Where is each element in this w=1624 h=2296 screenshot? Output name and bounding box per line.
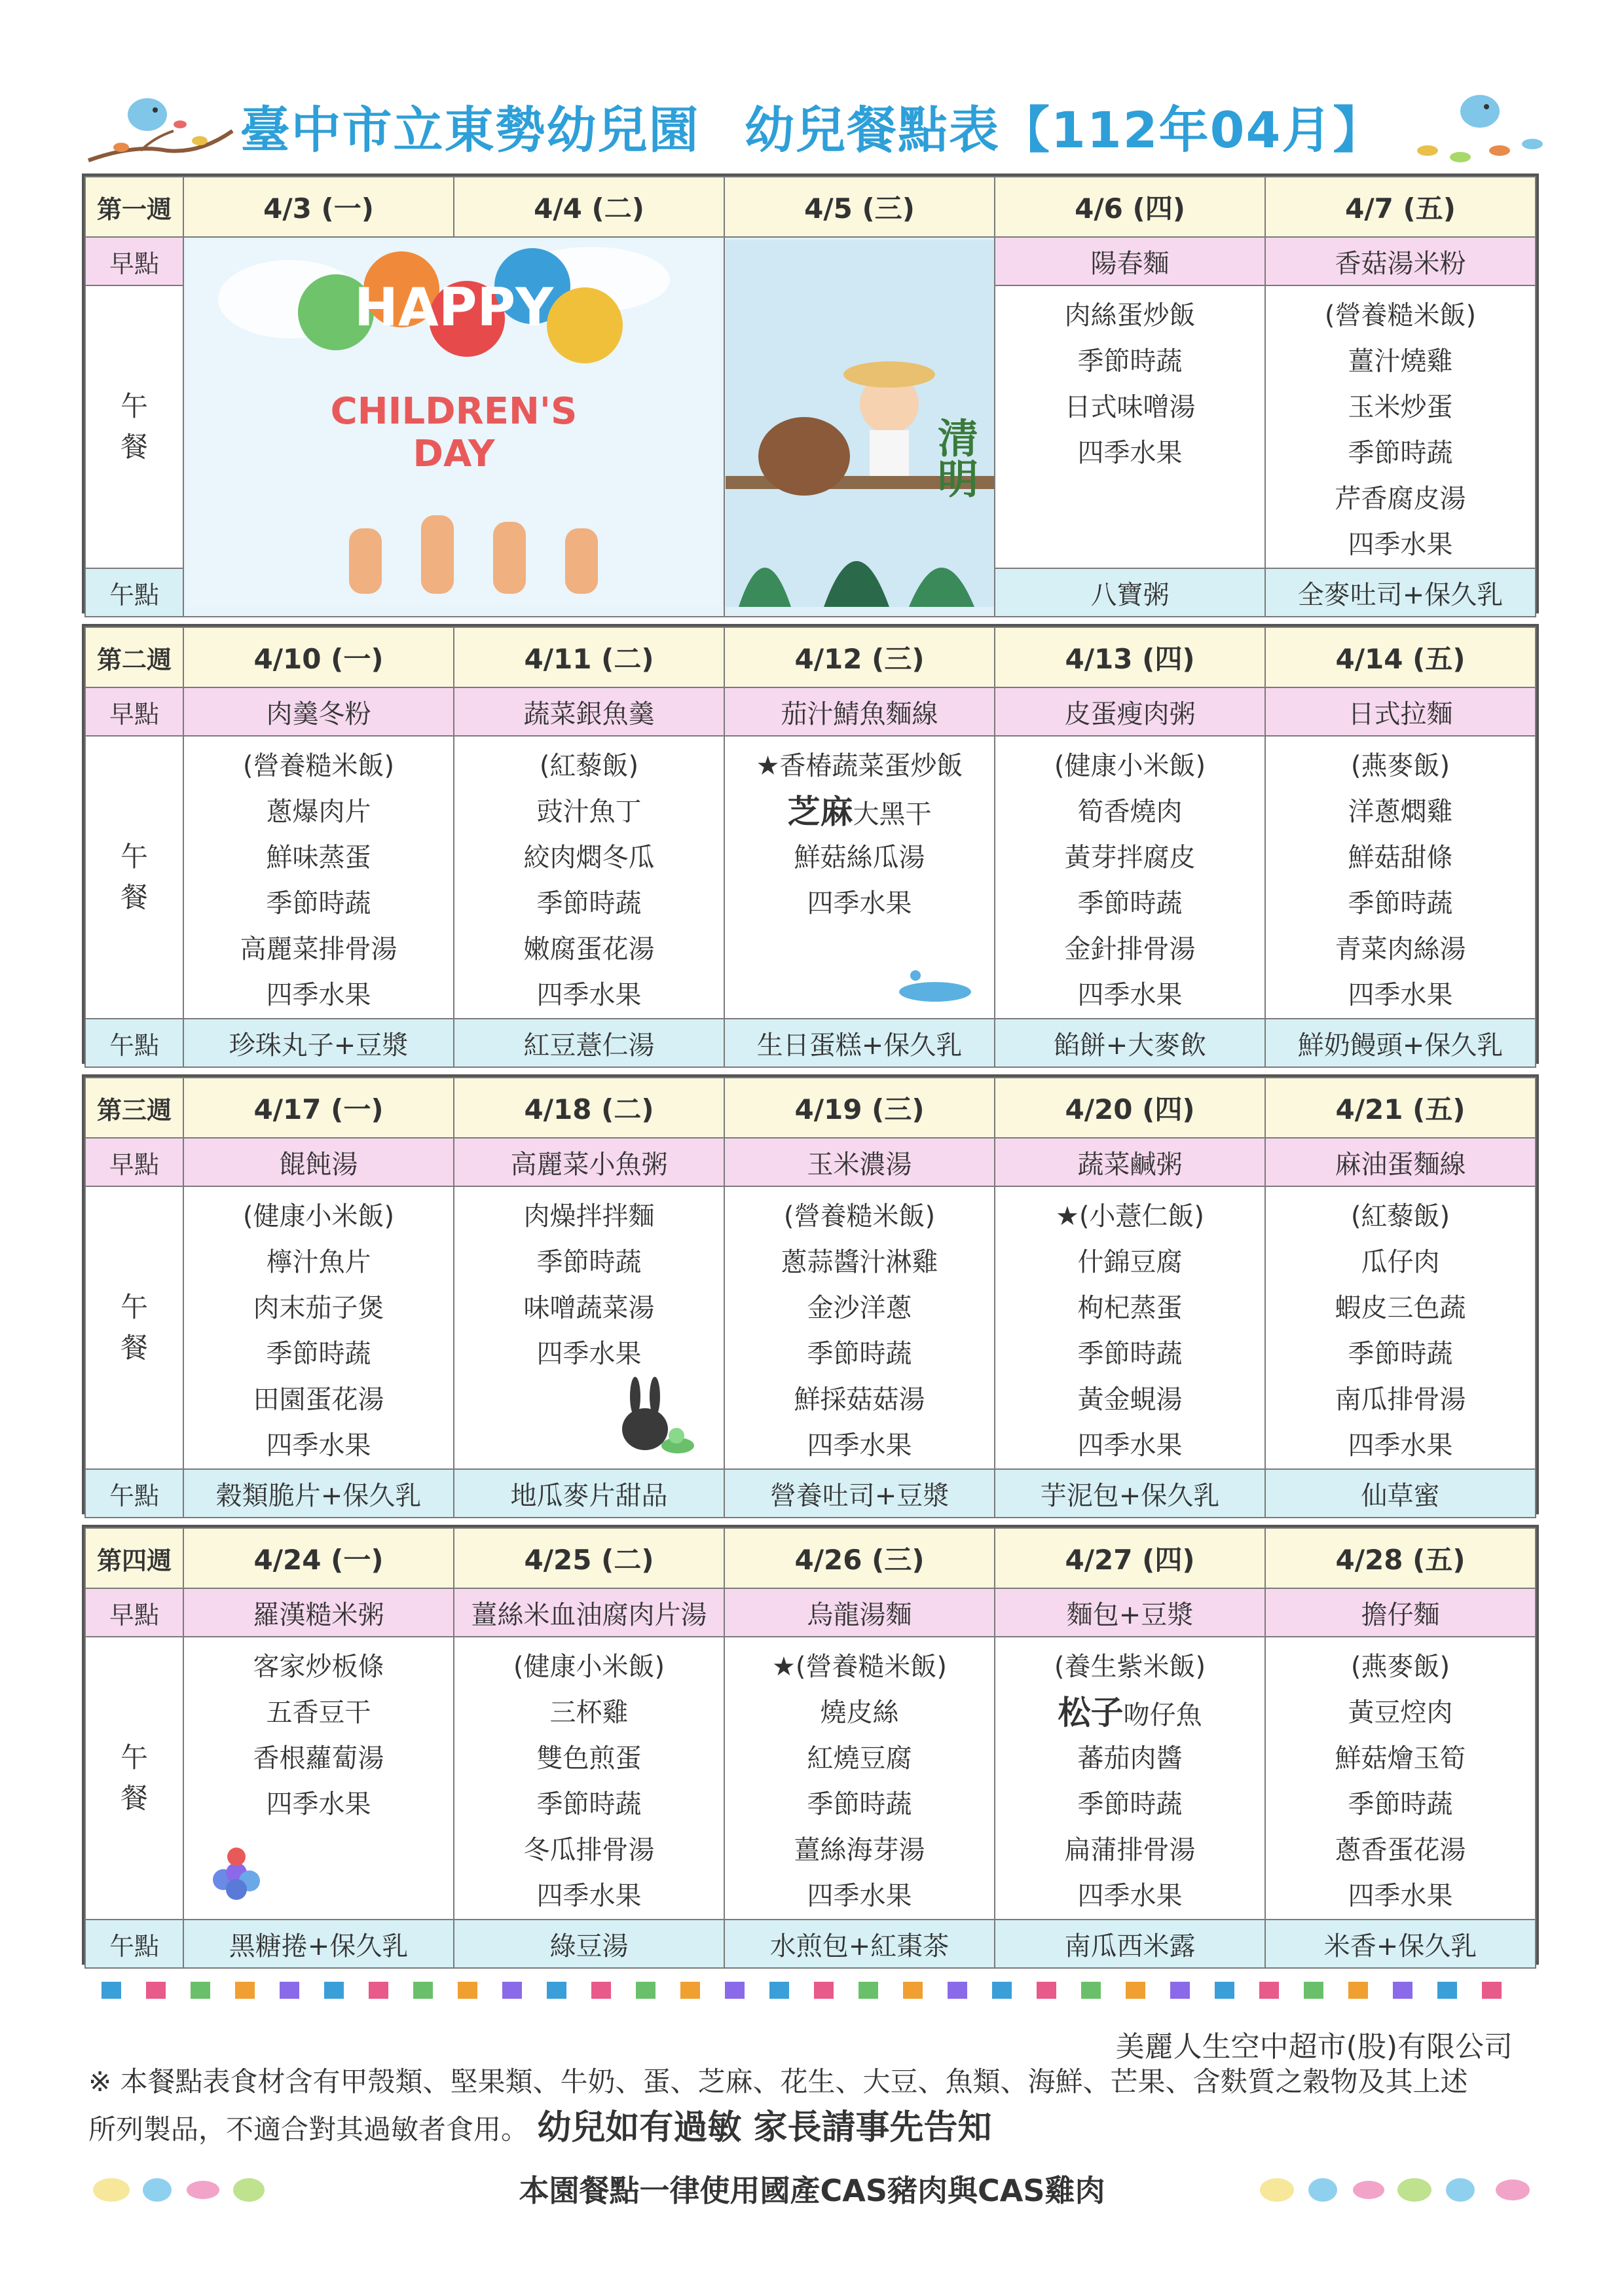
childrens-day-image	[183, 237, 724, 617]
snack-cell: 仙草蜜	[1265, 1469, 1536, 1518]
snack-cell: 綠豆湯	[454, 1920, 724, 1968]
snack-cell: 餡餅+大麥飲	[995, 1019, 1265, 1067]
snack-cell: 珍珠丸子+豆漿	[183, 1019, 454, 1067]
week-2-table	[82, 624, 1539, 1064]
lunch-label: 午 餐	[85, 1186, 183, 1469]
deco-square	[324, 1982, 344, 1999]
deco-square	[1126, 1982, 1145, 1999]
breakfast-cell: 薑絲米血油腐肉片湯	[454, 1588, 724, 1637]
snack-cell: 穀類脆片+保久乳	[183, 1469, 454, 1518]
day-date: 4/3 (一)	[183, 177, 454, 237]
day-date: 4/17 (一)	[183, 1078, 454, 1138]
day-date: 4/7 (五)	[1265, 177, 1536, 237]
breakfast-label: 早點	[85, 687, 183, 736]
snack-label: 午點	[85, 1469, 183, 1518]
deco-square	[547, 1982, 566, 1999]
deco-square	[191, 1982, 210, 1999]
split-line: 松子吻仔魚	[1058, 1694, 1202, 1732]
day-date: 4/12 (三)	[724, 627, 995, 687]
day-text: DAY	[413, 433, 495, 475]
company-name: 美麗人生空中超市(股)有限公司	[1115, 2030, 1513, 2064]
deco-square	[1081, 1982, 1101, 1999]
breakfast-cell: 蔬菜鹹粥	[995, 1138, 1265, 1186]
day-date: 4/4 (二)	[454, 177, 724, 237]
cas-notice: 本園餐點一律使用國產CAS豬肉與CAS雞肉	[519, 2173, 1105, 2208]
day-date: 4/11 (二)	[454, 627, 724, 687]
breakfast-cell: 香菇湯米粉	[1265, 237, 1536, 285]
deco-square	[101, 1982, 121, 1999]
breakfast-label: 早點	[85, 237, 183, 285]
snack-cell: 鮮奶饅頭+保久乳	[1265, 1019, 1536, 1067]
lunch-cell: ★(營養糙米飯) 燒皮絲 紅燒豆腐 季節時蔬 薑絲海芽湯 四季水果	[724, 1637, 995, 1920]
day-date: 4/28 (五)	[1265, 1528, 1536, 1588]
deco-square	[1259, 1982, 1279, 1999]
deco-square	[1215, 1982, 1234, 1999]
snack-cell: 紅豆薏仁湯	[454, 1019, 724, 1067]
breakfast-cell: 羅漢糙米粥	[183, 1588, 454, 1637]
day-date: 4/5 (三)	[724, 177, 995, 237]
week-label: 第二週	[85, 627, 183, 687]
deco-square	[1037, 1982, 1056, 1999]
balloons-icon	[185, 240, 722, 607]
childrens-text: CHILDREN'S	[330, 390, 578, 433]
deco-square	[369, 1982, 388, 1999]
day-date: 4/20 (四)	[995, 1078, 1265, 1138]
day-date: 4/21 (五)	[1265, 1078, 1536, 1138]
breakfast-cell: 肉羹冬粉	[183, 687, 454, 736]
lunch-cell: (燕麥飯) 黃豆焢肉 鮮菇燴玉筍 季節時蔬 蔥香蛋花湯 四季水果	[1265, 1637, 1536, 1920]
deco-square	[413, 1982, 433, 1999]
deco-square	[1393, 1982, 1412, 1999]
breakfast-cell: 高麗菜小魚粥	[454, 1138, 724, 1186]
page-title	[0, 90, 1624, 162]
deco-square	[1170, 1982, 1190, 1999]
breakfast-cell: 麵包+豆漿	[995, 1588, 1265, 1637]
snack-cell: 水煎包+紅棗茶	[724, 1920, 995, 1968]
breakfast-cell: 烏龍湯麵	[724, 1588, 995, 1637]
breakfast-cell: 陽春麵	[995, 237, 1265, 285]
breakfast-cell: 日式拉麵	[1265, 687, 1536, 736]
breakfast-cell: 蔬菜銀魚羹	[454, 687, 724, 736]
lunch-cell: (健康小米飯) 三杯雞 雙色煎蛋 季節時蔬 冬瓜排骨湯 四季水果	[454, 1637, 724, 1920]
bird-branch-icon	[82, 85, 239, 170]
snack-label: 午點	[85, 1920, 183, 1968]
emph-part: 芝麻	[787, 793, 853, 831]
qingming-text: 清明	[931, 417, 978, 498]
breakfast-cell: 餛飩湯	[183, 1138, 454, 1186]
lunch-cell: ★(小薏仁飯) 什錦豆腐 枸杞蒸蛋 季節時蔬 黃金蜆湯 四季水果	[995, 1186, 1265, 1469]
lunch-cell: ★香椿蔬菜蛋炒飯 芝麻大黑干 鮮菇絲瓜湯 四季水果	[724, 736, 995, 1019]
lunch-cell: 客家炒板條 五香豆干 香根蘿蔔湯 四季水果	[183, 1637, 454, 1920]
deco-square	[992, 1982, 1012, 1999]
day-date: 4/6 (四)	[995, 177, 1265, 237]
deco-square	[146, 1982, 166, 1999]
deco-square	[769, 1982, 789, 1999]
day-date: 4/14 (五)	[1265, 627, 1536, 687]
lunch-cell: 肉絲蛋炒飯 季節時蔬 日式味噌湯 四季水果	[995, 285, 1265, 568]
breakfast-cell: 茄汁鯖魚麵線	[724, 687, 995, 736]
lunch-cell: (養生紫米飯) 松子吻仔魚 蕃茄肉醬 季節時蔬 扁蒲排骨湯 四季水果	[995, 1637, 1265, 1920]
breakfast-label: 早點	[85, 1138, 183, 1186]
menu-title: 幼兒餐點表【112年04月】	[745, 101, 1384, 159]
week-label: 第一週	[85, 177, 183, 237]
qingming-image	[724, 237, 995, 617]
breakfast-label: 早點	[85, 1588, 183, 1637]
lunch-cell: (營養糙米飯) 蔥爆肉片 鮮味蒸蛋 季節時蔬 高麗菜排骨湯 四季水果	[183, 736, 454, 1019]
qingming-icon	[726, 240, 994, 607]
emph-part: 松子	[1058, 1694, 1124, 1732]
day-date: 4/27 (四)	[995, 1528, 1265, 1588]
day-date: 4/24 (一)	[183, 1528, 454, 1588]
lunch-cell: (紅藜飯) 瓜仔肉 蝦皮三色蔬 季節時蔬 南瓜排骨湯 四季水果	[1265, 1186, 1536, 1469]
happy-text: HAPPY	[354, 277, 554, 338]
deco-square	[636, 1982, 655, 1999]
deco-square	[1348, 1982, 1368, 1999]
day-date: 4/26 (三)	[724, 1528, 995, 1588]
day-date: 4/10 (一)	[183, 627, 454, 687]
lunch-label: 午 餐	[85, 1637, 183, 1920]
lunch-cell: (營養糙米飯) 蔥蒜醬汁淋雞 金沙洋蔥 季節時蔬 鮮採菇菇湯 四季水果	[724, 1186, 995, 1469]
deco-square	[280, 1982, 299, 1999]
deco-square	[680, 1982, 700, 1999]
snack-cell: 營養吐司+豆漿	[724, 1469, 995, 1518]
hydrangea-icon	[197, 1834, 276, 1906]
snack-cell: 全麥吐司+保久乳	[1265, 568, 1536, 617]
allergy-emphasis: 幼兒如有過敏 家長請事先告知	[537, 2108, 992, 2147]
deco-square	[948, 1982, 967, 1999]
decorative-border-icon	[88, 1974, 1529, 2007]
snack-cell: 米香+保久乳	[1265, 1920, 1536, 1968]
week-3-table	[82, 1074, 1539, 1514]
week-label: 第三週	[85, 1078, 183, 1138]
allergy-line-2: 所列製品，不適合對其過敏者食用。	[88, 2113, 529, 2145]
deco-square	[1304, 1982, 1323, 1999]
deco-square	[502, 1982, 522, 1999]
allergy-line-1: ※ 本餐點表食材含有甲殼類、堅果類、牛奶、蛋、芝麻、花生、大豆、魚類、海鮮、芒果、含麩質之穀物及其上述	[88, 2066, 1468, 2098]
breakfast-cell: 麻油蛋麵線	[1265, 1138, 1536, 1186]
lunch-label: 午 餐	[85, 285, 183, 568]
snack-label: 午點	[85, 568, 183, 617]
allergy-notice	[88, 2059, 1549, 2153]
deco-square	[1482, 1982, 1502, 1999]
snack-cell: 生日蛋糕+保久乳	[724, 1019, 995, 1067]
week-label: 第四週	[85, 1528, 183, 1588]
lunch-cell: (營養糙米飯) 薑汁燒雞 玉米炒蛋 季節時蔬 芹香腐皮湯 四季水果	[1265, 285, 1536, 568]
day-date: 4/25 (二)	[454, 1528, 724, 1588]
lunch-cell: 肉燥拌拌麵 季節時蔬 味噌蔬菜湯 四季水果	[454, 1186, 724, 1469]
puddle-icon	[896, 966, 974, 1005]
snack-cell: 芋泥包+保久乳	[995, 1469, 1265, 1518]
bunny-icon	[606, 1370, 697, 1455]
snack-cell: 南瓜西米露	[995, 1920, 1265, 1968]
bird-leaves-icon	[1401, 85, 1552, 170]
breakfast-cell: 玉米濃湯	[724, 1138, 995, 1186]
lunch-label: 午 餐	[85, 736, 183, 1019]
deco-square	[858, 1982, 878, 1999]
deco-square	[814, 1982, 834, 1999]
snack-cell: 地瓜麥片甜品	[454, 1469, 724, 1518]
lunch-cell: (燕麥飯) 洋蔥燜雞 鮮菇甜條 季節時蔬 青菜肉絲湯 四季水果	[1265, 736, 1536, 1019]
lunch-cell: (健康小米飯) 檸汁魚片 肉末茄子煲 季節時蔬 田園蛋花湯 四季水果	[183, 1186, 454, 1469]
breakfast-cell: 擔仔麵	[1265, 1588, 1536, 1637]
day-date: 4/13 (四)	[995, 627, 1265, 687]
deco-square	[458, 1982, 477, 1999]
week-1-table	[82, 173, 1539, 613]
breakfast-cell: 皮蛋瘦肉粥	[995, 687, 1265, 736]
deco-square	[725, 1982, 745, 1999]
school-name: 臺中市立東勢幼兒園	[240, 101, 700, 159]
deco-square	[591, 1982, 611, 1999]
split-line: 芝麻大黑干	[787, 793, 932, 831]
snack-label: 午點	[85, 1019, 183, 1067]
snack-cell: 黑糖捲+保久乳	[183, 1920, 454, 1968]
deco-square	[235, 1982, 255, 1999]
week-4-table	[82, 1525, 1539, 1965]
lunch-cell: (紅藜飯) 豉汁魚丁 絞肉燜冬瓜 季節時蔬 嫩腐蛋花湯 四季水果	[454, 736, 724, 1019]
snack-cell: 八寶粥	[995, 568, 1265, 617]
lunch-cell: (健康小米飯) 筍香燒肉 黃芽拌腐皮 季節時蔬 金針排骨湯 四季水果	[995, 736, 1265, 1019]
deco-square	[903, 1982, 923, 1999]
day-date: 4/19 (三)	[724, 1078, 995, 1138]
day-date: 4/18 (二)	[454, 1078, 724, 1138]
deco-square	[1437, 1982, 1457, 1999]
